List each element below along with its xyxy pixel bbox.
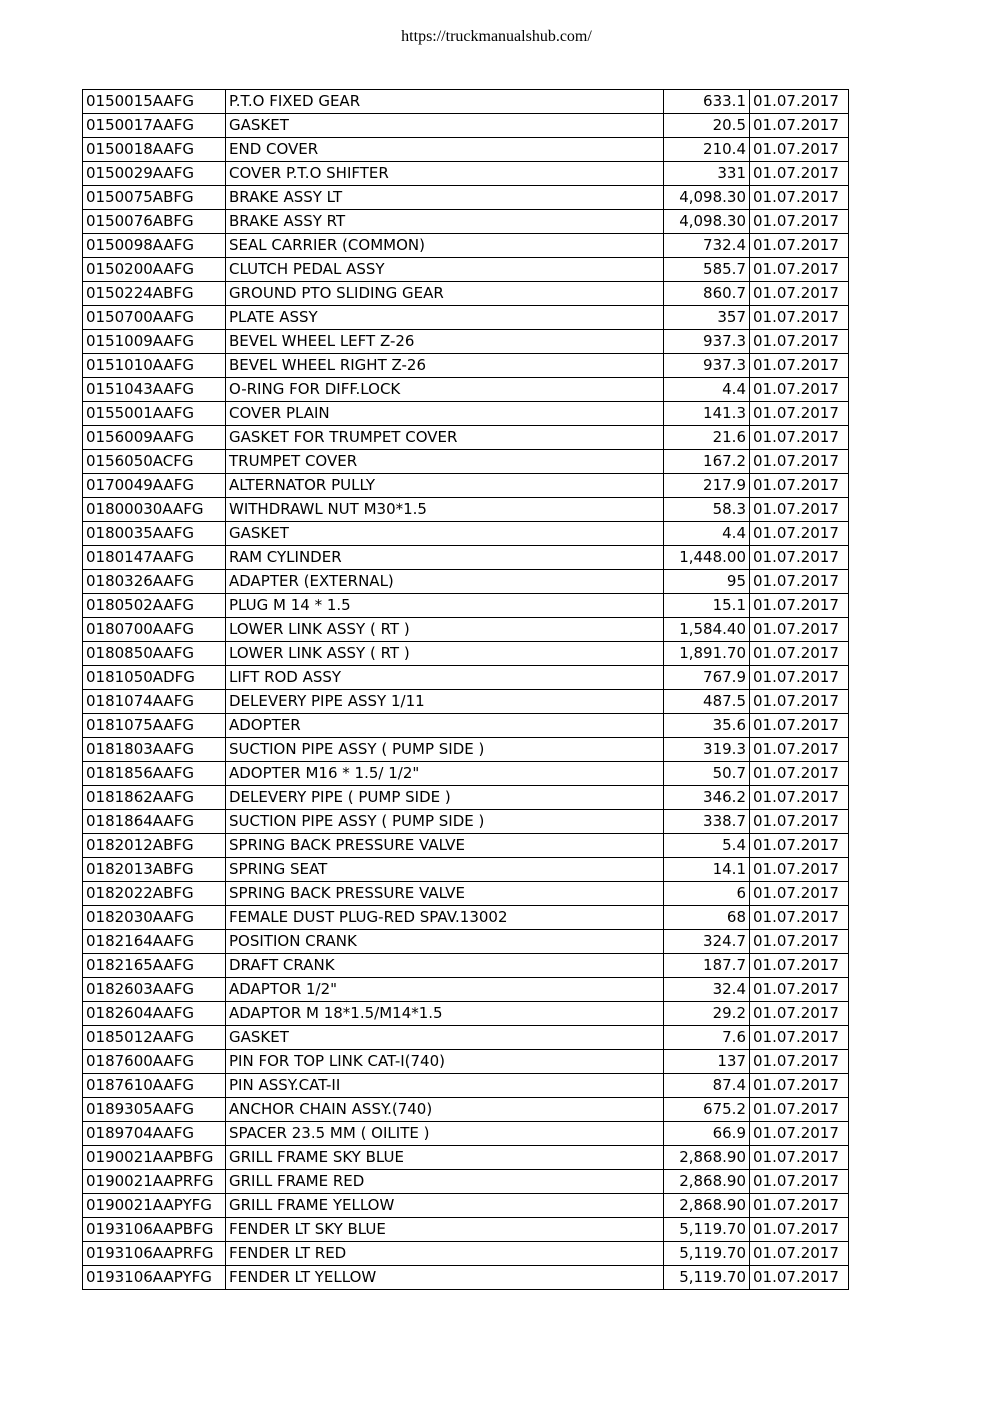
part-code-cell: 0180326AAFG <box>83 570 226 594</box>
part-price-cell: 2,868.90 <box>664 1146 750 1170</box>
part-price-cell: 68 <box>664 906 750 930</box>
part-description-cell: DRAFT CRANK <box>226 954 664 978</box>
parts-table-body <box>83 90 849 1290</box>
table-row <box>83 186 849 210</box>
part-price-cell: 141.3 <box>664 402 750 426</box>
part-date-cell: 01.07.2017 <box>750 90 849 114</box>
part-description-cell: LOWER LINK ASSY ( RT ) <box>226 642 664 666</box>
table-row <box>83 834 849 858</box>
part-price-cell: 1,584.40 <box>664 618 750 642</box>
part-price-cell: 87.4 <box>664 1074 750 1098</box>
part-description-cell: GASKET <box>226 1026 664 1050</box>
part-price-cell: 210.4 <box>664 138 750 162</box>
part-code-cell: 0181864AAFG <box>83 810 226 834</box>
table-row <box>83 426 849 450</box>
part-code-cell: 0150700AAFG <box>83 306 226 330</box>
table-row <box>83 114 849 138</box>
table-row <box>83 1122 849 1146</box>
table-row <box>83 354 849 378</box>
part-description-cell: BRAKE ASSY LT <box>226 186 664 210</box>
part-description-cell: BEVEL WHEEL LEFT Z-26 <box>226 330 664 354</box>
part-code-cell: 0190021AAPRFG <box>83 1170 226 1194</box>
part-code-cell: 0180850AAFG <box>83 642 226 666</box>
part-code-cell: 0182012ABFG <box>83 834 226 858</box>
part-price-cell: 331 <box>664 162 750 186</box>
part-date-cell: 01.07.2017 <box>750 1266 849 1290</box>
part-code-cell: 0190021AAPBFG <box>83 1146 226 1170</box>
part-code-cell: 0181856AAFG <box>83 762 226 786</box>
part-price-cell: 217.9 <box>664 474 750 498</box>
part-description-cell: ADAPTOR 1/2" <box>226 978 664 1002</box>
part-date-cell: 01.07.2017 <box>750 570 849 594</box>
part-date-cell: 01.07.2017 <box>750 450 849 474</box>
part-description-cell: SEAL CARRIER (COMMON) <box>226 234 664 258</box>
part-code-cell: 0189305AAFG <box>83 1098 226 1122</box>
part-price-cell: 324.7 <box>664 930 750 954</box>
part-code-cell: 0151043AAFG <box>83 378 226 402</box>
part-date-cell: 01.07.2017 <box>750 1242 849 1266</box>
part-price-cell: 137 <box>664 1050 750 1074</box>
table-row <box>83 882 849 906</box>
table-row <box>83 762 849 786</box>
part-date-cell: 01.07.2017 <box>750 1074 849 1098</box>
part-date-cell: 01.07.2017 <box>750 738 849 762</box>
part-code-cell: 0193106AAPYFG <box>83 1266 226 1290</box>
part-code-cell: 0190021AAPYFG <box>83 1194 226 1218</box>
part-date-cell: 01.07.2017 <box>750 786 849 810</box>
part-description-cell: SPRING SEAT <box>226 858 664 882</box>
part-price-cell: 167.2 <box>664 450 750 474</box>
part-description-cell: SPRING BACK PRESSURE VALVE <box>226 834 664 858</box>
part-description-cell: PLATE ASSY <box>226 306 664 330</box>
part-description-cell: GRILL FRAME SKY BLUE <box>226 1146 664 1170</box>
part-code-cell: 0182013ABFG <box>83 858 226 882</box>
part-code-cell: 0181074AAFG <box>83 690 226 714</box>
part-code-cell: 0182022ABFG <box>83 882 226 906</box>
table-row <box>83 1098 849 1122</box>
table-row <box>83 1218 849 1242</box>
table-row <box>83 498 849 522</box>
part-price-cell: 487.5 <box>664 690 750 714</box>
part-price-cell: 66.9 <box>664 1122 750 1146</box>
part-date-cell: 01.07.2017 <box>750 978 849 1002</box>
part-description-cell: FENDER LT SKY BLUE <box>226 1218 664 1242</box>
parts-price-table <box>82 89 849 1290</box>
part-price-cell: 937.3 <box>664 330 750 354</box>
part-price-cell: 675.2 <box>664 1098 750 1122</box>
part-code-cell: 0150224ABFG <box>83 282 226 306</box>
table-row <box>83 666 849 690</box>
part-code-cell: 0150015AAFG <box>83 90 226 114</box>
part-code-cell: 0150200AAFG <box>83 258 226 282</box>
part-description-cell: COVER P.T.O SHIFTER <box>226 162 664 186</box>
part-description-cell: ANCHOR CHAIN ASSY.(740) <box>226 1098 664 1122</box>
part-description-cell: ADOPTER <box>226 714 664 738</box>
part-price-cell: 767.9 <box>664 666 750 690</box>
part-price-cell: 1,448.00 <box>664 546 750 570</box>
table-row <box>83 978 849 1002</box>
table-row <box>83 1146 849 1170</box>
part-price-cell: 21.6 <box>664 426 750 450</box>
table-row <box>83 402 849 426</box>
part-code-cell: 0180700AAFG <box>83 618 226 642</box>
table-row <box>83 522 849 546</box>
part-price-cell: 15.1 <box>664 594 750 618</box>
part-description-cell: GRILL FRAME YELLOW <box>226 1194 664 1218</box>
table-row <box>83 306 849 330</box>
part-code-cell: 0180147AAFG <box>83 546 226 570</box>
part-price-cell: 20.5 <box>664 114 750 138</box>
table-row <box>83 234 849 258</box>
part-date-cell: 01.07.2017 <box>750 114 849 138</box>
table-row <box>83 162 849 186</box>
part-date-cell: 01.07.2017 <box>750 162 849 186</box>
part-code-cell: 0182164AAFG <box>83 930 226 954</box>
part-date-cell: 01.07.2017 <box>750 1122 849 1146</box>
table-row <box>83 1074 849 1098</box>
part-description-cell: POSITION CRANK <box>226 930 664 954</box>
table-row <box>83 258 849 282</box>
part-date-cell: 01.07.2017 <box>750 138 849 162</box>
part-code-cell: 0182603AAFG <box>83 978 226 1002</box>
part-date-cell: 01.07.2017 <box>750 594 849 618</box>
table-row <box>83 1002 849 1026</box>
part-description-cell: FEMALE DUST PLUG-RED SPAV.13002 <box>226 906 664 930</box>
part-date-cell: 01.07.2017 <box>750 474 849 498</box>
part-description-cell: LOWER LINK ASSY ( RT ) <box>226 618 664 642</box>
part-description-cell: RAM CYLINDER <box>226 546 664 570</box>
part-description-cell: GASKET <box>226 522 664 546</box>
part-description-cell: ADOPTER M16 * 1.5/ 1/2" <box>226 762 664 786</box>
part-date-cell: 01.07.2017 <box>750 762 849 786</box>
part-description-cell: WITHDRAWL NUT M30*1.5 <box>226 498 664 522</box>
part-description-cell: ADAPTOR M 18*1.5/M14*1.5 <box>226 1002 664 1026</box>
table-row <box>83 954 849 978</box>
part-code-cell: 0150018AAFG <box>83 138 226 162</box>
part-price-cell: 5,119.70 <box>664 1218 750 1242</box>
part-date-cell: 01.07.2017 <box>750 522 849 546</box>
part-price-cell: 2,868.90 <box>664 1170 750 1194</box>
table-row <box>83 330 849 354</box>
part-date-cell: 01.07.2017 <box>750 834 849 858</box>
part-code-cell: 0150098AAFG <box>83 234 226 258</box>
part-code-cell: 0187600AAFG <box>83 1050 226 1074</box>
part-date-cell: 01.07.2017 <box>750 354 849 378</box>
part-date-cell: 01.07.2017 <box>750 858 849 882</box>
table-row <box>83 594 849 618</box>
part-description-cell: SPRING BACK PRESSURE VALVE <box>226 882 664 906</box>
part-date-cell: 01.07.2017 <box>750 930 849 954</box>
part-code-cell: 0151009AAFG <box>83 330 226 354</box>
part-price-cell: 732.4 <box>664 234 750 258</box>
part-price-cell: 4.4 <box>664 522 750 546</box>
part-date-cell: 01.07.2017 <box>750 306 849 330</box>
part-date-cell: 01.07.2017 <box>750 1194 849 1218</box>
part-price-cell: 4.4 <box>664 378 750 402</box>
part-date-cell: 01.07.2017 <box>750 234 849 258</box>
part-description-cell: BEVEL WHEEL RIGHT Z-26 <box>226 354 664 378</box>
table-row <box>83 1242 849 1266</box>
part-code-cell: 0180035AAFG <box>83 522 226 546</box>
part-description-cell: CLUTCH PEDAL ASSY <box>226 258 664 282</box>
part-price-cell: 5,119.70 <box>664 1266 750 1290</box>
part-price-cell: 32.4 <box>664 978 750 1002</box>
part-date-cell: 01.07.2017 <box>750 426 849 450</box>
part-date-cell: 01.07.2017 <box>750 378 849 402</box>
part-description-cell: PIN FOR TOP LINK CAT-I(740) <box>226 1050 664 1074</box>
part-description-cell: TRUMPET COVER <box>226 450 664 474</box>
part-code-cell: 0170049AAFG <box>83 474 226 498</box>
part-date-cell: 01.07.2017 <box>750 258 849 282</box>
table-row <box>83 90 849 114</box>
part-date-cell: 01.07.2017 <box>750 1050 849 1074</box>
table-row <box>83 1050 849 1074</box>
part-description-cell: DELEVERY PIPE ASSY 1/11 <box>226 690 664 714</box>
part-date-cell: 01.07.2017 <box>750 210 849 234</box>
part-price-cell: 35.6 <box>664 714 750 738</box>
table-row <box>83 642 849 666</box>
part-description-cell: PLUG M 14 * 1.5 <box>226 594 664 618</box>
part-date-cell: 01.07.2017 <box>750 690 849 714</box>
part-price-cell: 6 <box>664 882 750 906</box>
table-row <box>83 738 849 762</box>
part-date-cell: 01.07.2017 <box>750 1146 849 1170</box>
part-code-cell: 0193106AAPRFG <box>83 1242 226 1266</box>
part-code-cell: 0182165AAFG <box>83 954 226 978</box>
part-date-cell: 01.07.2017 <box>750 666 849 690</box>
part-code-cell: 0182030AAFG <box>83 906 226 930</box>
part-description-cell: GASKET FOR TRUMPET COVER <box>226 426 664 450</box>
part-description-cell: END COVER <box>226 138 664 162</box>
table-row <box>83 618 849 642</box>
part-price-cell: 58.3 <box>664 498 750 522</box>
part-code-cell: 0181075AAFG <box>83 714 226 738</box>
part-code-cell: 0193106AAPBFG <box>83 1218 226 1242</box>
part-description-cell: GRILL FRAME RED <box>226 1170 664 1194</box>
part-date-cell: 01.07.2017 <box>750 1170 849 1194</box>
table-row <box>83 906 849 930</box>
page-url-header: https://truckmanualshub.com/ <box>401 28 592 45</box>
part-code-cell: 01800030AAFG <box>83 498 226 522</box>
part-code-cell: 0155001AAFG <box>83 402 226 426</box>
part-price-cell: 346.2 <box>664 786 750 810</box>
part-price-cell: 187.7 <box>664 954 750 978</box>
part-date-cell: 01.07.2017 <box>750 498 849 522</box>
table-row <box>83 210 849 234</box>
table-row <box>83 690 849 714</box>
part-date-cell: 01.07.2017 <box>750 402 849 426</box>
part-date-cell: 01.07.2017 <box>750 546 849 570</box>
part-description-cell: SUCTION PIPE ASSY ( PUMP SIDE ) <box>226 738 664 762</box>
part-code-cell: 0181050ADFG <box>83 666 226 690</box>
part-price-cell: 4,098.30 <box>664 210 750 234</box>
part-price-cell: 50.7 <box>664 762 750 786</box>
part-date-cell: 01.07.2017 <box>750 714 849 738</box>
part-price-cell: 5.4 <box>664 834 750 858</box>
part-description-cell: SPACER 23.5 MM ( OILITE ) <box>226 1122 664 1146</box>
part-code-cell: 0150029AAFG <box>83 162 226 186</box>
part-date-cell: 01.07.2017 <box>750 330 849 354</box>
table-row <box>83 570 849 594</box>
part-code-cell: 0150075ABFG <box>83 186 226 210</box>
part-date-cell: 01.07.2017 <box>750 906 849 930</box>
table-row <box>83 378 849 402</box>
part-description-cell: LIFT ROD ASSY <box>226 666 664 690</box>
table-row <box>83 1026 849 1050</box>
part-date-cell: 01.07.2017 <box>750 1002 849 1026</box>
part-description-cell: ADAPTER (EXTERNAL) <box>226 570 664 594</box>
part-date-cell: 01.07.2017 <box>750 810 849 834</box>
part-date-cell: 01.07.2017 <box>750 282 849 306</box>
part-code-cell: 0151010AAFG <box>83 354 226 378</box>
part-date-cell: 01.07.2017 <box>750 1098 849 1122</box>
part-date-cell: 01.07.2017 <box>750 954 849 978</box>
table-row <box>83 138 849 162</box>
part-date-cell: 01.07.2017 <box>750 642 849 666</box>
table-row <box>83 546 849 570</box>
part-description-cell: GROUND PTO SLIDING GEAR <box>226 282 664 306</box>
table-row <box>83 786 849 810</box>
part-price-cell: 7.6 <box>664 1026 750 1050</box>
part-code-cell: 0180502AAFG <box>83 594 226 618</box>
part-description-cell: GASKET <box>226 114 664 138</box>
part-price-cell: 4,098.30 <box>664 186 750 210</box>
part-price-cell: 1,891.70 <box>664 642 750 666</box>
part-description-cell: DELEVERY PIPE ( PUMP SIDE ) <box>226 786 664 810</box>
part-code-cell: 0189704AAFG <box>83 1122 226 1146</box>
table-row <box>83 858 849 882</box>
part-price-cell: 5,119.70 <box>664 1242 750 1266</box>
part-code-cell: 0185012AAFG <box>83 1026 226 1050</box>
table-row <box>83 930 849 954</box>
part-price-cell: 14.1 <box>664 858 750 882</box>
table-row <box>83 282 849 306</box>
part-price-cell: 937.3 <box>664 354 750 378</box>
part-date-cell: 01.07.2017 <box>750 618 849 642</box>
part-code-cell: 0182604AAFG <box>83 1002 226 1026</box>
part-price-cell: 357 <box>664 306 750 330</box>
part-description-cell: P.T.O FIXED GEAR <box>226 90 664 114</box>
part-price-cell: 585.7 <box>664 258 750 282</box>
part-description-cell: COVER PLAIN <box>226 402 664 426</box>
part-description-cell: SUCTION PIPE ASSY ( PUMP SIDE ) <box>226 810 664 834</box>
part-description-cell: PIN ASSY.CAT-II <box>226 1074 664 1098</box>
table-row <box>83 1266 849 1290</box>
part-price-cell: 2,868.90 <box>664 1194 750 1218</box>
table-row <box>83 474 849 498</box>
part-description-cell: O-RING FOR DIFF.LOCK <box>226 378 664 402</box>
part-date-cell: 01.07.2017 <box>750 1026 849 1050</box>
part-description-cell: FENDER LT YELLOW <box>226 1266 664 1290</box>
part-code-cell: 0156009AAFG <box>83 426 226 450</box>
part-date-cell: 01.07.2017 <box>750 882 849 906</box>
table-row <box>83 1170 849 1194</box>
part-price-cell: 95 <box>664 570 750 594</box>
part-date-cell: 01.07.2017 <box>750 186 849 210</box>
part-description-cell: FENDER LT RED <box>226 1242 664 1266</box>
part-price-cell: 633.1 <box>664 90 750 114</box>
table-row <box>83 810 849 834</box>
part-description-cell: ALTERNATOR PULLY <box>226 474 664 498</box>
part-code-cell: 0181862AAFG <box>83 786 226 810</box>
part-date-cell: 01.07.2017 <box>750 1218 849 1242</box>
part-code-cell: 0156050ACFG <box>83 450 226 474</box>
part-code-cell: 0181803AAFG <box>83 738 226 762</box>
part-description-cell: BRAKE ASSY RT <box>226 210 664 234</box>
table-row <box>83 450 849 474</box>
part-code-cell: 0150076ABFG <box>83 210 226 234</box>
table-row <box>83 1194 849 1218</box>
part-price-cell: 319.3 <box>664 738 750 762</box>
table-row <box>83 714 849 738</box>
part-price-cell: 860.7 <box>664 282 750 306</box>
part-code-cell: 0150017AAFG <box>83 114 226 138</box>
part-price-cell: 338.7 <box>664 810 750 834</box>
part-price-cell: 29.2 <box>664 1002 750 1026</box>
part-code-cell: 0187610AAFG <box>83 1074 226 1098</box>
